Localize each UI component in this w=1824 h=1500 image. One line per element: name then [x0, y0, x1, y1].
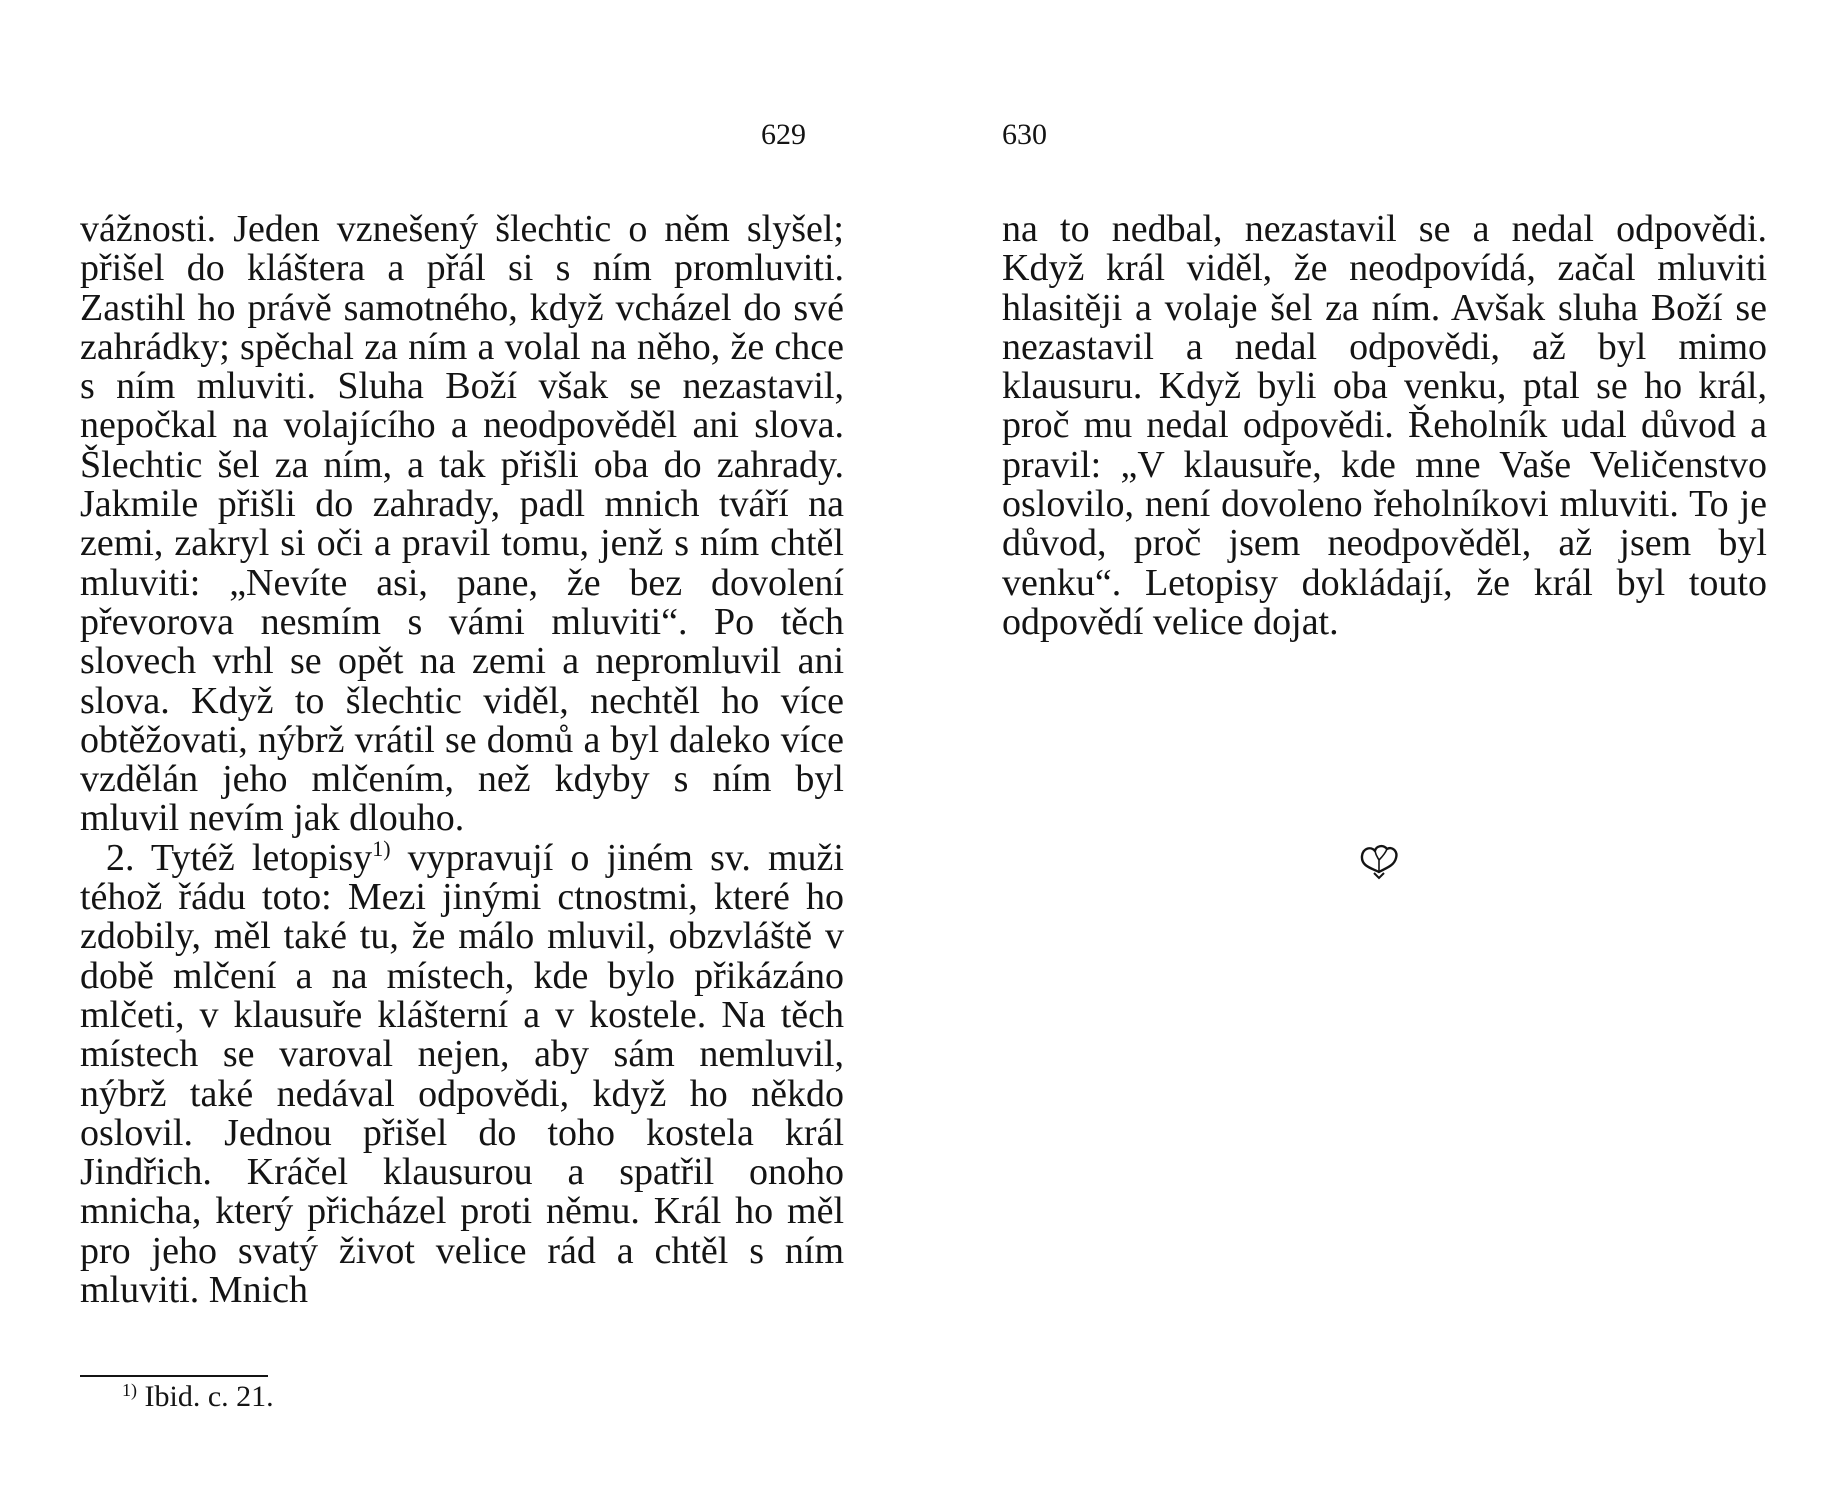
paragraph-2-body: vypravují o jiném sv. muži téhož řádu toto: Mezi jinými ctnostmi, které ho zdobily, měl také tu, že málo mluvil, obzvláště v době mlčení a na místech, kde bylo přikázáno mlčeti, v klausuře klášterní a v kostele. Na těch místech se varoval nejen, aby sám nemluvil, nýbrž také nedával odpovědi, když ho někdo oslovil. Jednou přišel do toho kostela král Jindřich. Kráčel klausurou a spatřil onoho mnicha, který přicházel proti němu. Král ho měl pro jeho svatý život velice rád a chtěl s ním mluviti. Mnich — [80, 836, 844, 1312]
paragraph-2-lead: 2. Tytéž letopisy — [106, 836, 373, 879]
right-page-text — [1002, 210, 1767, 642]
footnote-text: Ibid. c. 21. — [137, 1380, 274, 1413]
left-page-text — [80, 210, 844, 1310]
footnote-divider — [80, 1375, 268, 1377]
page-number-right: 630 — [1002, 118, 1047, 151]
footnote-reference: 1) — [372, 835, 391, 861]
paragraph-3: na to nedbal, nezastavil se a nedal odpovědi. Když král viděl, že neodpovídá, začal mluviti hlasitěji a volaje šel za ním. Avšak sluha Boží se nezastavil a nedal odpovědi, až byl mimo klausuru. Když byli oba venku, ptal se ho král, proč mu nedal odpovědi. Řeholník udal důvod a pravil: „V klausuře, kde mne Vaše Veličenstvo oslovilo, není dovoleno řeholníkovi mluviti. To je důvod, proč jsem neodpověděl, až jsem byl venku“. Letopisy dokládají, že král byl touto odpovědí velice dojat. — [1002, 208, 1767, 643]
page-number-left: 629 — [761, 118, 806, 151]
flourish-ornament-icon — [1357, 842, 1401, 880]
footnote-mark: 1) — [122, 1380, 137, 1400]
footnote — [122, 1380, 274, 1414]
paragraph-1: vážnosti. Jeden vznešený šlechtic o něm slyšel; přišel do kláštera a přál si s ním promluviti. Zastihl ho právě samotného, když vcházel do své zahrádky; spěchal za ním a volal na něho, že chce s ním mluviti. Sluha Boží však se nezastavil, nepočkal na volajícího a neodpověděl ani slova. Šlechtic šel za ním, a tak přišli oba do zahrady. Jakmile přišli do zahrady, padl mnich tváří na zemi, zakryl si oči a pravil tomu, jenž s ním chtěl mluviti: „Nevíte asi, pane, že bez dovolení převorova nesmím s vámi mluviti“. Po těch slovech vrhl se opět na zemi a nepromluvil ani slova. Když to šlechtic viděl, nechtěl ho více obtěžovati, nýbrž vrátil se domů a byl daleko více vzdělán jeho mlčením, než kdyby s ním byl mluvil nevím jak dlouho. — [80, 208, 844, 840]
paragraph-2 — [80, 835, 844, 1312]
